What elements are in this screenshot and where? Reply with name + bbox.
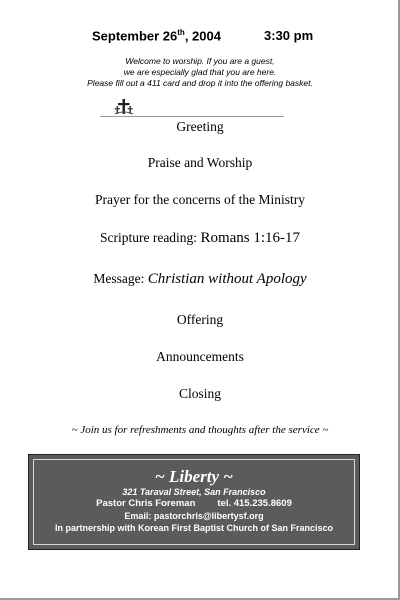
- scripture-label: Scripture reading:: [99, 230, 201, 245]
- welcome-line-1: Welcome to worship. If you are a guest,: [125, 56, 275, 66]
- order-message: [0, 271, 400, 288]
- church-email: Email: pastorchris@libertysf.org: [124, 511, 264, 521]
- phone-number: tel. 415.235.8609: [217, 498, 292, 509]
- pastor-name: Pastor Chris Foreman: [96, 498, 196, 509]
- order-praise-worship: Praise and Worship: [147, 155, 253, 170]
- order-offering: Offering: [176, 312, 224, 327]
- church-info-box: [28, 454, 360, 550]
- order-prayer: Prayer for the concerns of the Ministry: [95, 192, 305, 207]
- welcome-message: [0, 56, 400, 89]
- service-time: 3:30 pm: [264, 28, 314, 43]
- crosses-icon: [114, 98, 134, 116]
- message-title: Christian without Apology: [147, 271, 307, 287]
- order-closing: Closing: [178, 386, 221, 401]
- scripture-reference: Romans 1:16-17: [200, 230, 301, 246]
- refreshments-note: ~ Join us for refreshments and thoughts after the service ~: [71, 424, 329, 436]
- welcome-line-3: Please fill out a 411 card and drop it into the offering basket.: [87, 78, 313, 88]
- partnership-note: In partnership with Korean First Baptist Church of San Francisco: [54, 523, 334, 533]
- church-info-inner: [33, 459, 355, 545]
- message-label: Message:: [93, 271, 148, 286]
- welcome-line-2: we are especially glad that you are here.: [123, 67, 277, 77]
- pastor-contact: [34, 498, 354, 510]
- order-scripture: [0, 230, 400, 247]
- church-name: ~ Liberty ~: [155, 467, 233, 486]
- order-greeting: Greeting: [176, 119, 224, 134]
- service-date: September 26th, 2004: [92, 28, 221, 44]
- order-announcements: Announcements: [156, 349, 244, 364]
- church-address: 321 Taraval Street, San Francisco: [122, 487, 266, 497]
- divider-rule: [100, 96, 284, 117]
